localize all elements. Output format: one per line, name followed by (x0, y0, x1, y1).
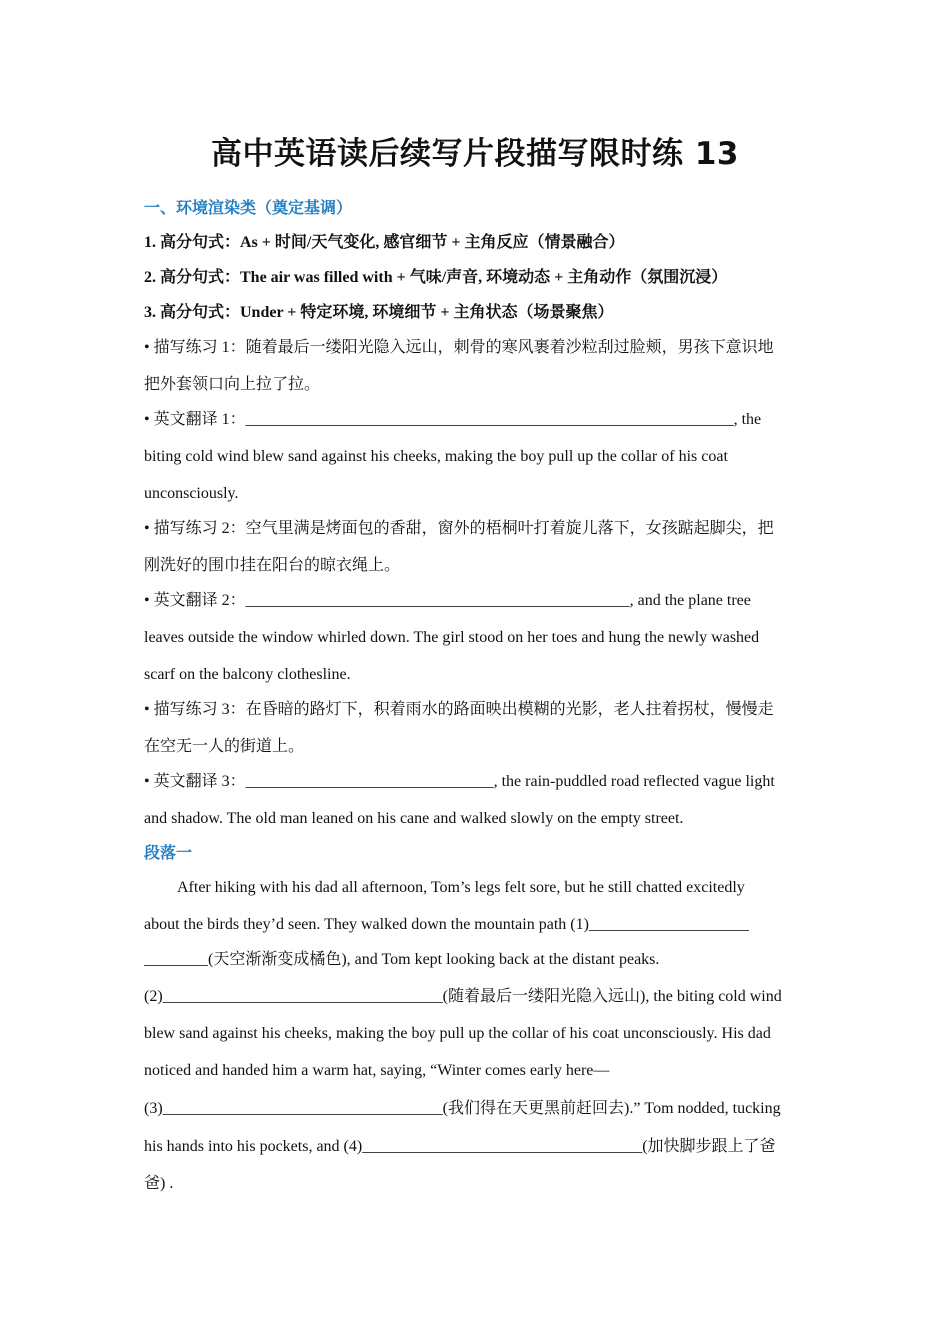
page-title: 高中英语读后续写片段描写限时练 13 (211, 136, 739, 172)
exercise-3-translation-line: • 英文翻译 3：_______________________________, the rain-puddled road reflected vague light (144, 773, 775, 790)
pattern-2: 2. 高分句式：The air was filled with + 气味/声音, 环境动态 + 主角动作（氛围沉浸） (144, 269, 728, 286)
paragraph-line: After hiking with his dad all afternoon, Tom’s legs felt sore, but he still chatted excitedly (177, 879, 745, 896)
paragraph-line: his hands into his pockets, and (4)___________________________________(加快脚步跟上了爸 (144, 1138, 776, 1155)
exercise-2-prompt-line: • 描写练习 2：空气里满是烤面包的香甜，窗外的梧桐叶打着旋儿落下，女孩踮起脚尖，把 (144, 520, 774, 537)
paragraph-line: 爸) . (144, 1175, 174, 1192)
exercise-2-prompt-line: 刚洗好的围巾挂在阳台的晾衣绳上。 (144, 557, 401, 574)
paragraph-heading: 段落一 (144, 845, 193, 862)
exercise-3-prompt-line: • 描写练习 3：在昏暗的路灯下，积着雨水的路面映出模糊的光影，老人拄着拐杖，慢慢走 (144, 701, 774, 718)
section-heading: 一、环境渲染类（奠定基调） (144, 200, 353, 217)
exercise-3-translation-line: and shadow. The old man leaned on his cane and walked slowly on the empty street. (144, 810, 684, 827)
pattern-1: 1. 高分句式：As + 时间/天气变化, 感官细节 + 主角反应（情景融合） (144, 234, 625, 251)
paragraph-line: about the birds they’d seen. They walked down the mountain path (1)____________________ (144, 916, 749, 933)
exercise-2-translation-line: scarf on the balcony clothesline. (144, 666, 351, 683)
exercise-3-prompt-line: 在空无一人的街道上。 (144, 738, 305, 755)
paragraph-line: noticed and handed him a warm hat, saying, “Winter comes early here— (144, 1062, 610, 1079)
exercise-2-translation-line: leaves outside the window whirled down. The girl stood on her toes and hung the newly washed (144, 629, 760, 646)
exercise-2-translation-line: • 英文翻译 2：________________________________________________, and the plane tree (144, 592, 751, 609)
exercise-1-translation-line: • 英文翻译 1：_____________________________________________________________, the (144, 411, 762, 428)
exercise-1-translation-line: biting cold wind blew sand against his cheeks, making the boy pull up the collar of his coat (144, 448, 728, 465)
exercise-1-prompt-line: • 描写练习 1：随着最后一缕阳光隐入远山，刺骨的寒风裹着沙粒刮过脸颊，男孩下意识地 (144, 339, 774, 356)
paragraph-line: (2)___________________________________(随着最后一缕阳光隐入远山), the biting cold wind (144, 988, 782, 1005)
exercise-1-prompt-line: 把外套领口向上拉了拉。 (144, 376, 321, 393)
exercise-1-translation-line: unconsciously. (144, 485, 239, 502)
paragraph-line: (3)___________________________________(我们得在天更黑前赶回去).” Tom nodded, tucking (144, 1100, 781, 1117)
paragraph-line: blew sand against his cheeks, making the boy pull up the collar of his coat unconsciously. His dad (144, 1025, 771, 1042)
pattern-3: 3. 高分句式：Under + 特定环境, 环境细节 + 主角状态（场景聚焦） (144, 304, 614, 321)
paragraph-line: ________(天空渐渐变成橘色), and Tom kept looking back at the distant peaks. (144, 951, 660, 968)
